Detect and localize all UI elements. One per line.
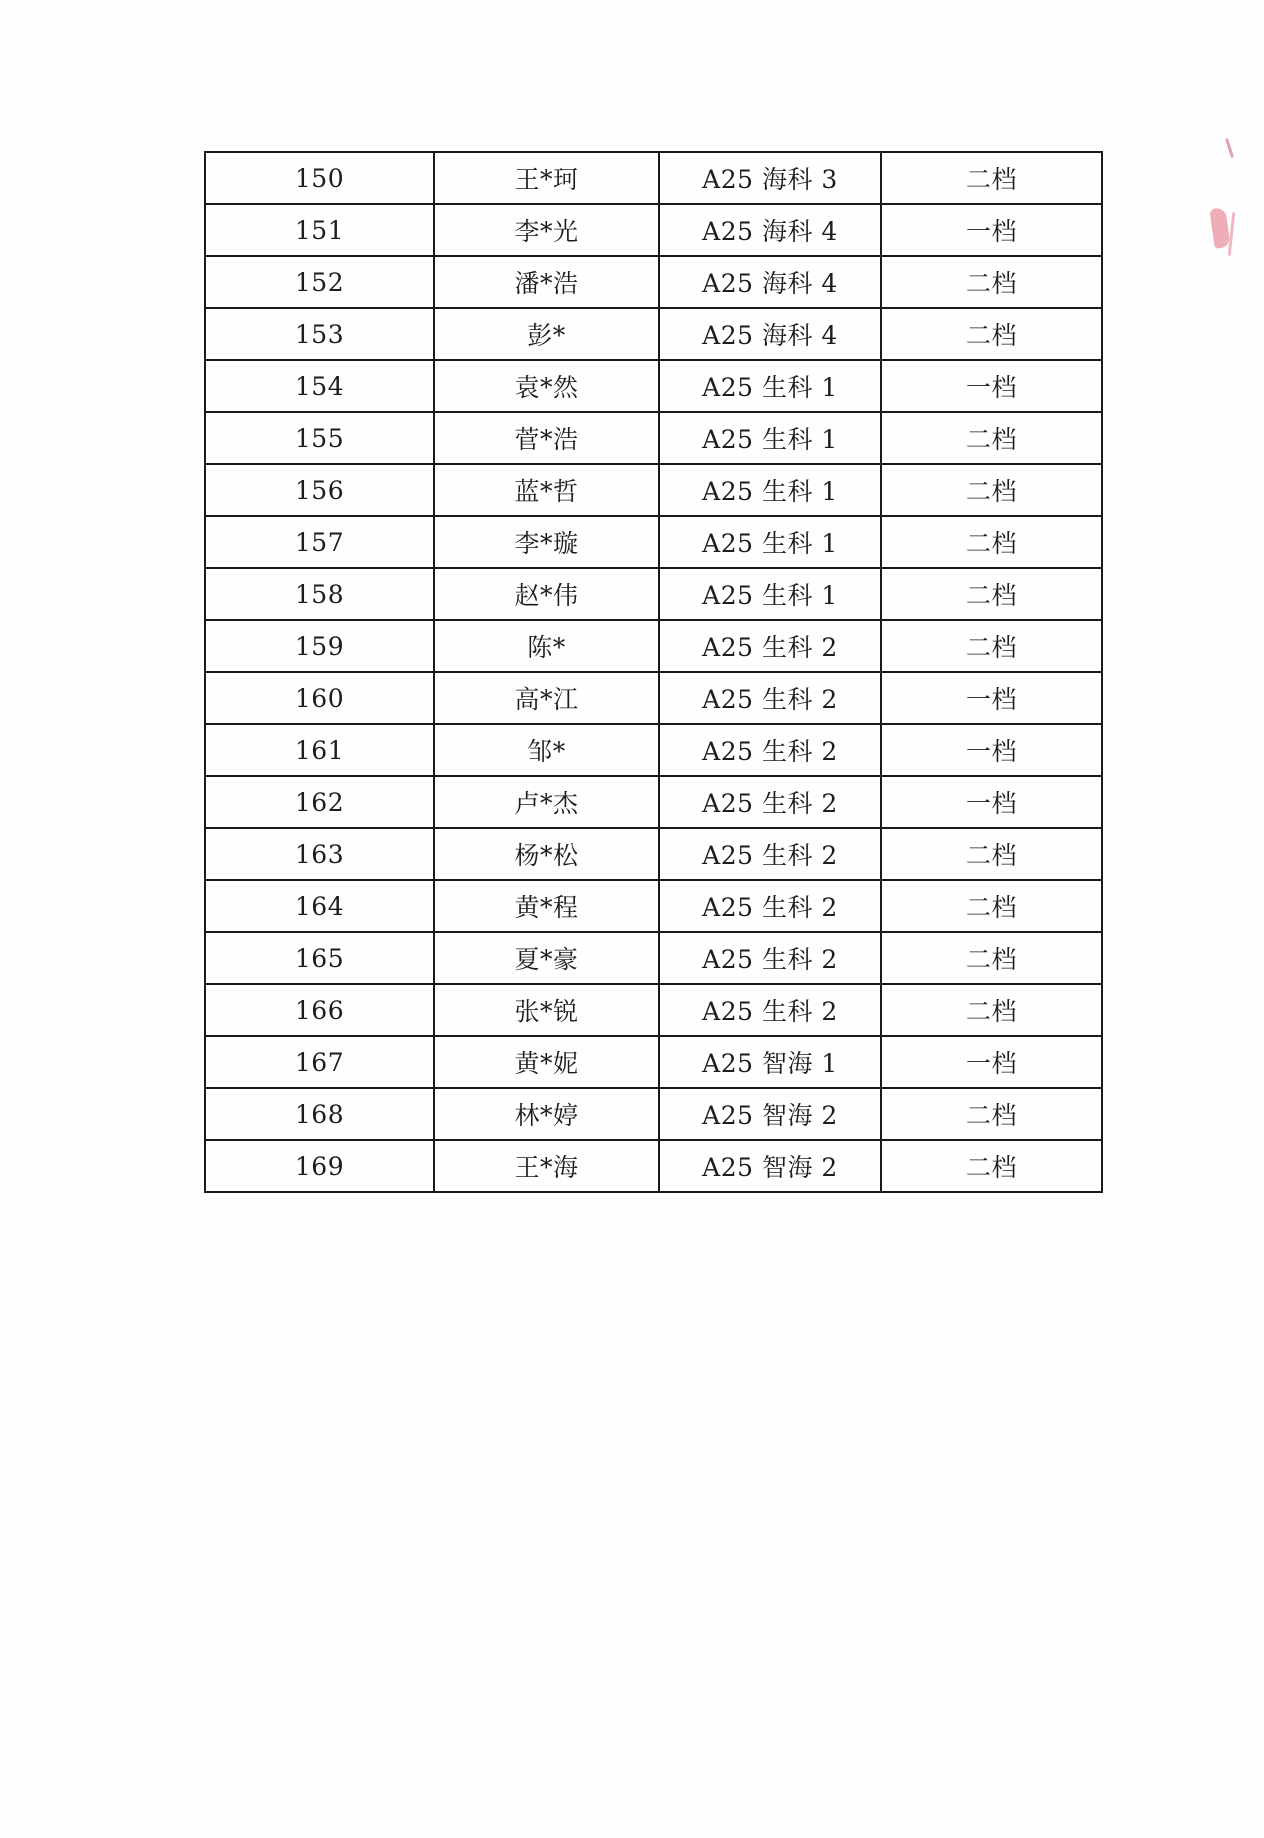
row-number-cell: 152 — [205, 256, 434, 308]
table-row — [205, 724, 1102, 776]
student-name-cell: 黄*妮 — [434, 1036, 659, 1088]
class-cell: A25 海科 3 — [659, 152, 881, 204]
class-cell: A25 生科 1 — [659, 516, 881, 568]
grade-level-cell: 二档 — [881, 984, 1102, 1036]
class-cell: A25 生科 2 — [659, 880, 881, 932]
class-cell: A25 生科 1 — [659, 360, 881, 412]
grade-level-cell: 二档 — [881, 308, 1102, 360]
grade-level-cell: 一档 — [881, 204, 1102, 256]
class-cell: A25 生科 2 — [659, 984, 881, 1036]
table-body — [205, 152, 1102, 1192]
stamp-edge-mark — [1225, 138, 1234, 158]
grade-level-cell: 二档 — [881, 152, 1102, 204]
table-row — [205, 204, 1102, 256]
table-row — [205, 1140, 1102, 1192]
class-cell: A25 智海 1 — [659, 1036, 881, 1088]
student-name-cell: 林*婷 — [434, 1088, 659, 1140]
student-name-cell: 夏*豪 — [434, 932, 659, 984]
student-name-cell: 李*光 — [434, 204, 659, 256]
grade-level-cell: 一档 — [881, 776, 1102, 828]
grade-level-cell: 一档 — [881, 672, 1102, 724]
grade-level-cell: 二档 — [881, 412, 1102, 464]
row-number-cell: 159 — [205, 620, 434, 672]
table-row — [205, 412, 1102, 464]
grade-level-cell: 一档 — [881, 1036, 1102, 1088]
student-name-cell: 彭* — [434, 308, 659, 360]
row-number-cell: 167 — [205, 1036, 434, 1088]
table-row — [205, 464, 1102, 516]
student-name-cell: 王*珂 — [434, 152, 659, 204]
table-row — [205, 828, 1102, 880]
row-number-cell: 153 — [205, 308, 434, 360]
row-number-cell: 165 — [205, 932, 434, 984]
row-number-cell: 168 — [205, 1088, 434, 1140]
stamp-edge-mark — [1209, 207, 1230, 249]
class-cell: A25 生科 1 — [659, 464, 881, 516]
student-name-cell: 菅*浩 — [434, 412, 659, 464]
table-row — [205, 880, 1102, 932]
class-cell: A25 生科 1 — [659, 412, 881, 464]
grade-level-cell: 二档 — [881, 464, 1102, 516]
grade-level-cell: 二档 — [881, 1140, 1102, 1192]
class-cell: A25 生科 2 — [659, 620, 881, 672]
table-row — [205, 932, 1102, 984]
row-number-cell: 156 — [205, 464, 434, 516]
grade-level-cell: 二档 — [881, 880, 1102, 932]
student-name-cell: 蓝*哲 — [434, 464, 659, 516]
table-row — [205, 984, 1102, 1036]
table-row — [205, 1088, 1102, 1140]
class-cell: A25 生科 2 — [659, 828, 881, 880]
student-name-cell: 袁*然 — [434, 360, 659, 412]
grade-level-cell: 一档 — [881, 724, 1102, 776]
grade-level-cell: 二档 — [881, 620, 1102, 672]
grade-level-cell: 二档 — [881, 568, 1102, 620]
student-name-cell: 邹* — [434, 724, 659, 776]
table-row — [205, 516, 1102, 568]
grade-level-cell: 二档 — [881, 932, 1102, 984]
student-name-cell: 高*江 — [434, 672, 659, 724]
row-number-cell: 163 — [205, 828, 434, 880]
table-row — [205, 1036, 1102, 1088]
table-row — [205, 360, 1102, 412]
class-cell: A25 海科 4 — [659, 204, 881, 256]
class-cell: A25 智海 2 — [659, 1140, 881, 1192]
row-number-cell: 157 — [205, 516, 434, 568]
class-cell: A25 海科 4 — [659, 256, 881, 308]
row-number-cell: 154 — [205, 360, 434, 412]
table-row — [205, 620, 1102, 672]
table-row — [205, 256, 1102, 308]
row-number-cell: 164 — [205, 880, 434, 932]
row-number-cell: 169 — [205, 1140, 434, 1192]
student-name-cell: 王*海 — [434, 1140, 659, 1192]
class-cell: A25 生科 2 — [659, 932, 881, 984]
student-list-table — [204, 151, 1103, 1193]
table-row — [205, 568, 1102, 620]
grade-level-cell: 二档 — [881, 516, 1102, 568]
class-cell: A25 海科 4 — [659, 308, 881, 360]
student-name-cell: 陈* — [434, 620, 659, 672]
table-row — [205, 152, 1102, 204]
table-row — [205, 672, 1102, 724]
grade-level-cell: 二档 — [881, 1088, 1102, 1140]
table-row — [205, 776, 1102, 828]
class-cell: A25 生科 2 — [659, 724, 881, 776]
student-name-cell: 潘*浩 — [434, 256, 659, 308]
class-cell: A25 生科 2 — [659, 776, 881, 828]
class-cell: A25 生科 1 — [659, 568, 881, 620]
student-name-cell: 杨*松 — [434, 828, 659, 880]
row-number-cell: 151 — [205, 204, 434, 256]
grade-level-cell: 二档 — [881, 256, 1102, 308]
class-cell: A25 智海 2 — [659, 1088, 881, 1140]
grade-level-cell: 一档 — [881, 360, 1102, 412]
grade-level-cell: 二档 — [881, 828, 1102, 880]
student-name-cell: 黄*程 — [434, 880, 659, 932]
row-number-cell: 150 — [205, 152, 434, 204]
row-number-cell: 160 — [205, 672, 434, 724]
row-number-cell: 161 — [205, 724, 434, 776]
student-name-cell: 赵*伟 — [434, 568, 659, 620]
student-name-cell: 张*锐 — [434, 984, 659, 1036]
student-name-cell: 李*璇 — [434, 516, 659, 568]
class-cell: A25 生科 2 — [659, 672, 881, 724]
row-number-cell: 158 — [205, 568, 434, 620]
table-row — [205, 308, 1102, 360]
student-name-cell: 卢*杰 — [434, 776, 659, 828]
row-number-cell: 166 — [205, 984, 434, 1036]
row-number-cell: 162 — [205, 776, 434, 828]
row-number-cell: 155 — [205, 412, 434, 464]
